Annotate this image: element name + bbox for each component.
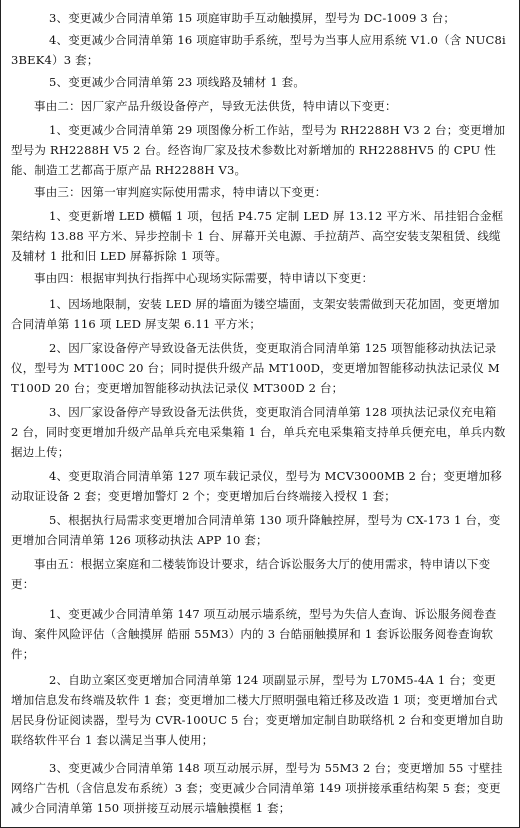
- reason-three-item-1: 1、变更新增 LED 横幅 1 项，包括 P4.75 定制 LED 屏 13.12 平方米、吊挂铝合金框架结构 13.88 平方米、异步控制卡 1 台、屏幕开关电源、手拉葫芦、高空安装支架租赁、线缆及辅材 1 批和旧 LED 屏幕拆除 1 项等。: [11, 209, 504, 263]
- reason-four-item-1: 1、因场地限制，安装 LED 屏的墙面为镂空墙面，支架安装需做到天花加固，变更增加合同清单第 116 项 LED 屏支架 6.11 平方米；: [11, 297, 500, 331]
- reason-four-item-2: 2、因厂家设备停产导致设备无法供货，变更取消合同清单第 125 项智能移动执法记录仪，型号为 MT100C 20 台；同时提供升级产品 MT100D，变更增加智能移动执法记录仪 MT100D 20 台；变更增加智能移动执法记录仪 MT300D 2 台；: [11, 341, 500, 395]
- reason-two-heading: 事由二：因厂家产品升级设备停产，导致无法供货，特申请以下变更：: [34, 99, 397, 113]
- reason-five-item-3: 3、变更减少合同清单第 148 项互动展示屏，型号为 55M3 2 台；变更增加 55 寸壁挂网络广告机（含信息发布系统）3 套；变更减少合同清单第 149 项拼接承重结构架 5 套；变更减少合同清单第 150 项拼接互动展示墙触摸框 1 套；: [11, 761, 503, 815]
- reason-four-heading: 事由四：根据审判执行指挥中心现场实际需要，特申请以下变更：: [34, 271, 374, 285]
- reason-two-item-1: 1、变更减少合同清单第 29 项图像分析工作站，型号为 RH2288H V3 2 台；变更增加型号为 RH2288H V5 2 台。经咨询厂家及技术参数比对新增加的 RH2288HV5 的 CPU 性能、制造工艺都高于原产品 RH2288H V3。: [11, 123, 506, 177]
- reason-four-item-4: 4、变更取消合同清单第 127 项车载记录仪，型号为 MCV3000MB 2 台；变更增加移动取证设备 2 套；变更增加警灯 2 个；变更增加后台终端接入授权 1 套；: [11, 469, 502, 503]
- paragraph-item-3: 3、变更减少合同清单第 15 项庭审助手互动触摸屏，型号为 DC-1009 3 台；: [49, 11, 456, 25]
- reason-four-item-5: 5、根据执行局需求变更增加合同清单第 130 项升降触控屏，型号为 CX-173 1 台，变更增加合同清单第 126 项移动执法 APP 10 套；: [11, 513, 501, 547]
- reason-five-item-1: 1、变更减少合同清单第 147 项互动展示墙系统，型号为失信人查询、诉讼服务阅卷查询、案件风险评估（含触摸屏 皓丽 55M3）内的 3 台皓丽触摸屏和 1 套诉讼服务阅卷查询软件；: [11, 607, 497, 661]
- reason-three-heading: 事由三：因第一审判庭实际使用需求，特申请以下变更：: [34, 185, 327, 199]
- paragraph-item-5: 5、变更减少合同清单第 23 项线路及辅材 1 套。: [49, 75, 306, 89]
- paragraph-item-4: 4、变更减少合同清单第 16 项庭审助手系统，型号为当事人应用系统 V1.0（含 NUC8i3BEK4）3 套；: [11, 33, 506, 67]
- reason-four-item-3: 3、因厂家设备停产导致设备无法供货，变更取消合同清单第 128 项执法记录仪充电箱 2 台，同时变更增加升级产品单兵充电采集箱 1 台，单兵充电采集箱支持单兵便充电，单兵内数据边上传；: [11, 405, 506, 459]
- reason-five-heading: 事由五：根据立案庭和二楼装饰设计要求，结合诉讼服务大厅的使用需求，特申请以下变更：: [11, 557, 491, 591]
- reason-five-item-2: 2、自助立案区变更增加合同清单第 124 项副显示屏，型号为 L70M5-4A 1 台；变更增加信息发布终端及软件 1 套；变更增加二楼大厅照明强电箱迁移及改造 1 项；变更增加台式居民身份证阅读器，型号为 CVR-100UC 5 台；变更增加定制自助联络机 2 台和变更增加自助联络软件平台 1 套以满足当事人使用；: [11, 673, 504, 747]
